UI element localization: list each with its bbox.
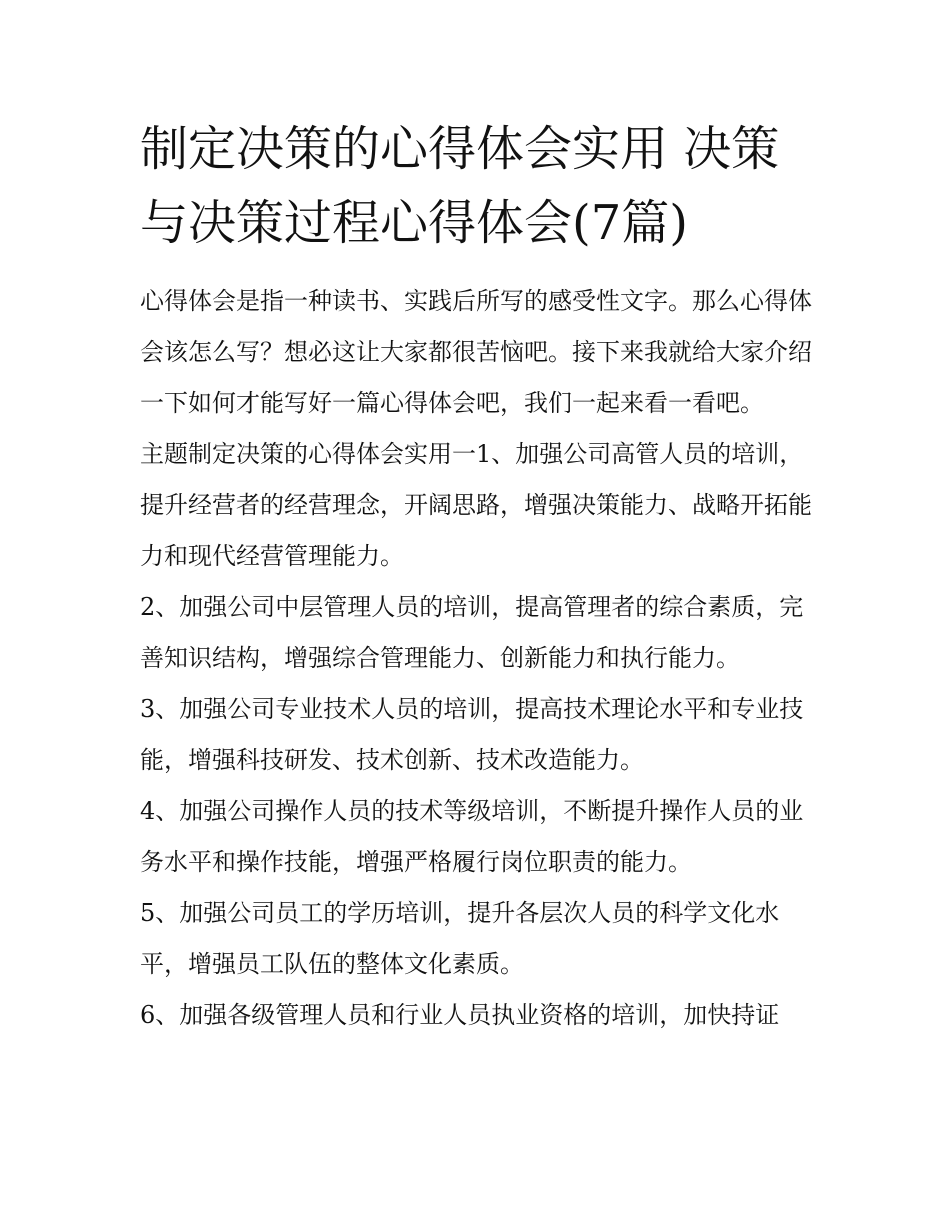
paragraph-item-4: 4、加强公司操作人员的技术等级培训，不断提升操作人员的业务水平和操作技能，增强严格履行岗位职责的能力。 — [140, 797, 804, 876]
paragraph-item-2: 2、加强公司中层管理人员的培训，提高管理者的综合素质，完善知识结构，增强综合管理能力、创新能力和执行能力。 — [140, 593, 804, 672]
document-title: 制定决策的心得体会实用 决策与决策过程心得体会(7篇) — [140, 121, 780, 251]
document-body — [140, 276, 812, 1041]
paragraph-intro: 心得体会是指一种读书、实践后所写的感受性文字。那么心得体会该怎么写？想必这让大家都很苦恼吧。接下来我就给大家介绍一下如何才能写好一篇心得体会吧，我们一起来看一看吧。 — [140, 287, 812, 417]
paragraph-item-5: 5、加强公司员工的学历培训，提升各层次人员的科学文化水平，增强员工队伍的整体文化素质。 — [140, 899, 780, 978]
paragraph-item-6: 6、加强各级管理人员和行业人员执业资格的培训，加快持证 — [140, 1001, 780, 1029]
paragraph-item-3: 3、加强公司专业技术人员的培训，提高技术理论水平和专业技能，增强科技研发、技术创新、技术改造能力。 — [140, 695, 804, 774]
document-page — [140, 112, 812, 1041]
paragraph-item-1: 主题制定决策的心得体会实用一1、加强公司高管人员的培训，提升经营者的经营理念，开阔思路，增强决策能力、战略开拓能力和现代经营管理能力。 — [140, 440, 812, 570]
